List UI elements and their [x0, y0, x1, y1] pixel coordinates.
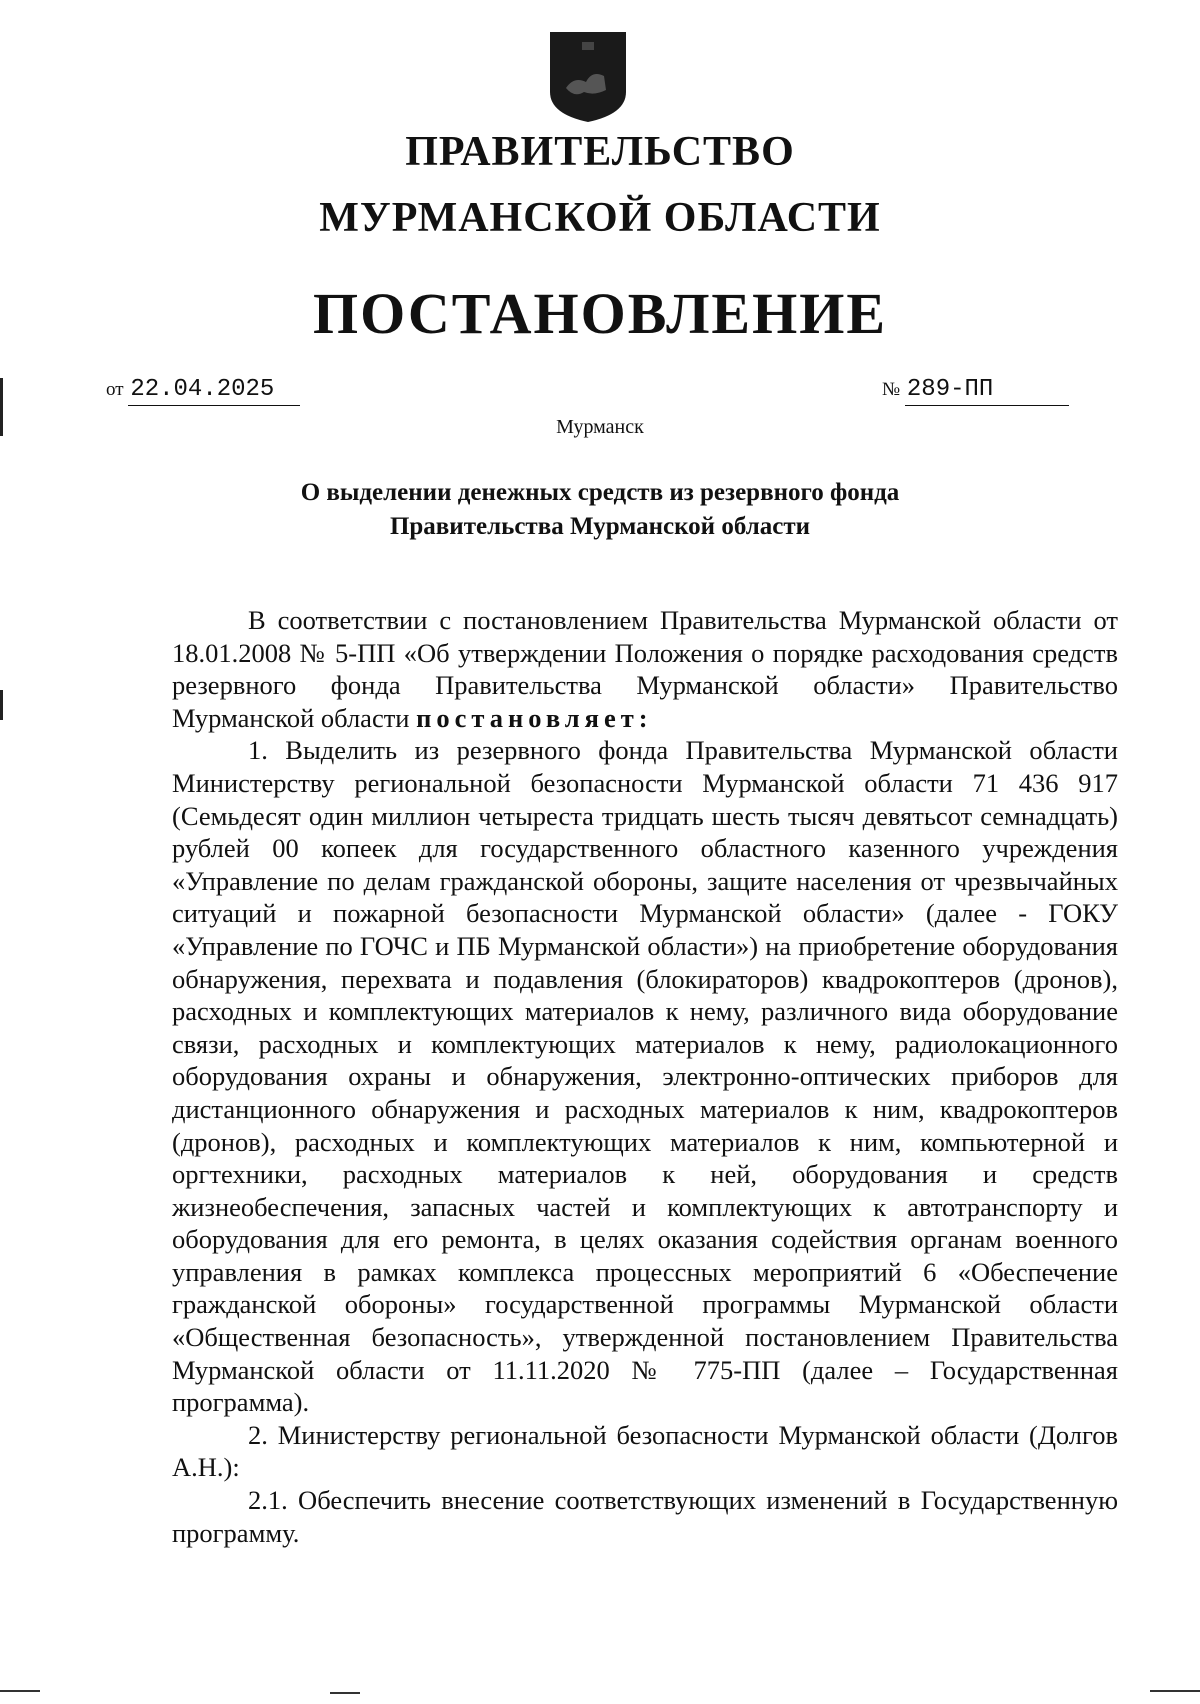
document-body — [172, 604, 1118, 1549]
title-line1: О выделении денежных средств из резервного фонда — [300, 479, 900, 506]
document-type-heading: ПОСТАНОВЛЕНИЕ — [312, 281, 888, 346]
government-name-line2: МУРМАНСКОЙ ОБЛАСТИ — [319, 195, 881, 241]
scan-edge-mark — [0, 378, 3, 436]
city-name: Мурманск — [556, 416, 644, 438]
preamble-paragraph — [172, 604, 1118, 734]
number-prefix: № — [882, 379, 901, 400]
paragraph-2: 2. Министерству региональной безопасности Мурманской области (Долгов А.Н.): — [172, 1419, 1118, 1483]
scan-edge-mark — [0, 690, 3, 720]
title-line2: Правительства Мурманской области — [389, 513, 811, 540]
scan-footer-mark — [1150, 1690, 1200, 1692]
document-title — [0, 476, 1200, 544]
paragraph-2-1: 2.1. Обеспечить внесение соответствующих изменений в Государственную программу. — [172, 1485, 1118, 1548]
scan-footer-mark — [0, 1690, 40, 1692]
government-name-line1: ПРАВИТЕЛЬСТВО — [405, 129, 795, 175]
resolves-keyword: постановляет: — [416, 702, 653, 733]
date-prefix: от — [106, 379, 124, 400]
document-date — [106, 376, 300, 406]
scan-footer-mark — [330, 1692, 360, 1694]
coat-of-arms-emblem-icon — [548, 30, 628, 124]
preamble-text: В соответствии с постановлением Правительства Мурманской области от 18.01.2008 № 5-ПП «Об утверждении Положения о порядке расходования средств резервного фонда Правительства Мурманской области» Правительство Мурманской области — [172, 605, 1118, 733]
date-value: 22.04.2025 — [128, 376, 300, 406]
number-value: 289-ПП — [905, 376, 1069, 406]
document-number — [882, 376, 1069, 406]
paragraph-1: 1. Выделить из резервного фонда Правительства Мурманской области Министерству региональной безопасности Мурманской области 71 436 917 (Семьдесят один миллион четыреста тридцать шесть тысяч девятьсот семнадцать) рублей 00 копеек для государственного областного казенного учреждения «Управление по делам гражданской обороны, защите населения от чрезвычайных ситуаций и пожарной безопасности Мурманской области» (далее - ГОКУ «Управление по ГОЧС и ПБ Мурманской области») на приобретение оборудования обнаружения, перехвата и подавления (блокираторов) квадрокоптеров (дронов), расходных и комплектующих материалов к нему, различного вида оборудование связи, расходных и комплектующих материалов к нему, радиолокационного оборудования охраны и обнаружения, электронно-оптических приборов для дистанционного обнаружения и расходных материалов к ним, квадрокоптеров (дронов), расходных и комплектующих материалов к ним, компьютерной и оргтехники, расходных материалов к ней, оборудования и средств жизнеобеспечения, запасных частей и комплектующих к автотранспорту и оборудования для его ремонта, в целях оказания содействия органам военного управления в рамках комплекса процессных мероприятий 6 «Обеспечение гражданской обороны» государственной программы Мурманской области «Общественная безопасность», утвержденной постановлением Правительства Мурманской области от 11.11.2020 № 775-ПП (далее – Государственная программа). — [172, 735, 1118, 1418]
